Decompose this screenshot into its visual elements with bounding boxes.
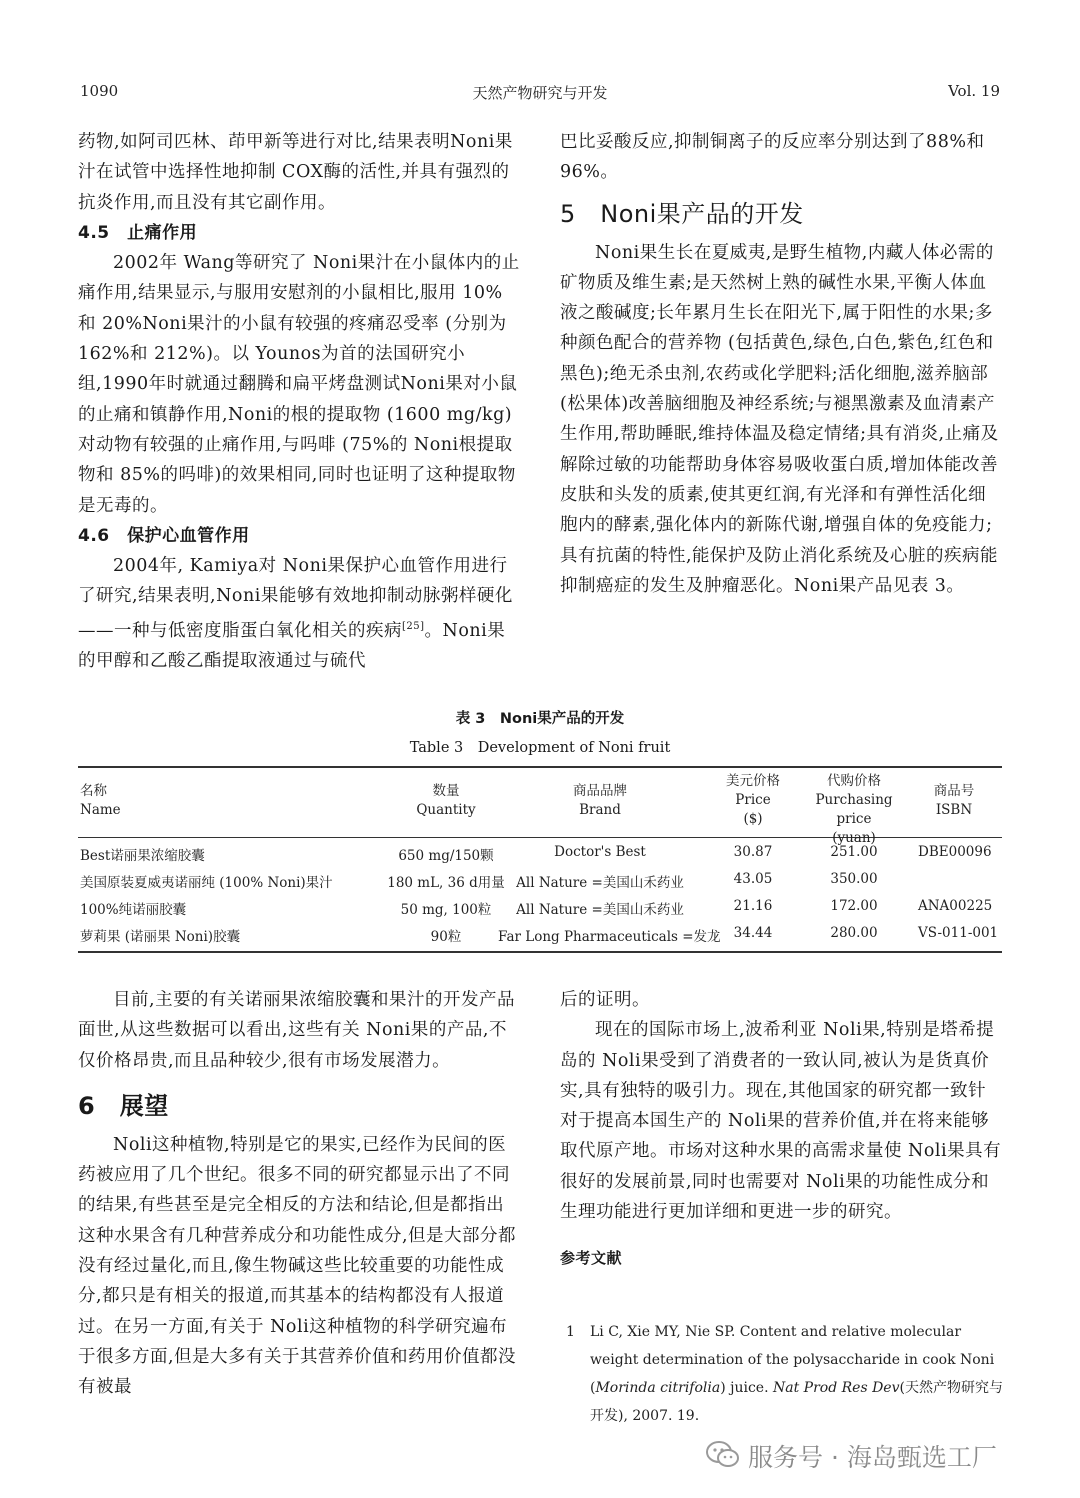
paragraph: Noli这种植物,特别是它的果实,已经作为民间的医药被应用了几个世纪。很多不同的研究都显示出了不同的结果,有些甚至是完全相反的方法和结论,但是都指出这种水果含有几种营养成分和功能性成分,但是大部分都没有经过量化,而且,像生物碱这些比较重要的功能性成分,都只是有相关的报道,而其基本的结构都没有人报道过。在另一方面,有关于 Noli这种植物的科学研究遍布于很多方面,但是大多有关于其营养价值和药用价值都没有被最	[78, 1134, 517, 1398]
section-heading-4-5: 4.5 止痛作用	[78, 222, 198, 243]
header-cell	[710, 772, 796, 829]
cell-purchasing-price: 251.00	[830, 844, 878, 860]
text-span: Li C, Xie MY, Nie SP. Content and relative molecular weight determination of the polysaccharide in cook Noni (	[590, 1324, 995, 1396]
page-number: 1090	[80, 82, 119, 100]
header-en: Quantity	[416, 802, 476, 818]
cell-price: 21.16	[733, 898, 773, 914]
header-unit: (yuan)	[832, 830, 876, 846]
paragraph	[78, 551, 520, 676]
paragraph: 巴比妥酸反应,抑制铜离子的反应率分别达到了88%和 96%。	[560, 132, 985, 183]
header-cn: 商品号	[933, 783, 975, 799]
references-heading: 参考文献	[560, 1249, 623, 1268]
cell-price: 30.87	[733, 844, 773, 860]
header-cell	[80, 782, 121, 820]
section-heading-6: 6 展望	[78, 1091, 169, 1120]
cell-quantity: 90粒	[430, 929, 462, 945]
cell-name: Best诺丽果浓缩胶囊	[80, 848, 205, 864]
watermark-text: 服务号 · 海岛甄选工厂	[748, 1443, 997, 1472]
volume-label: Vol. 19	[948, 82, 1000, 100]
cell-price: 43.05	[733, 871, 773, 887]
text-span: ) juice.	[720, 1380, 773, 1396]
paragraph: 后的证明。	[560, 990, 650, 1010]
cell-price: 34.44	[733, 925, 773, 941]
table-bottom-rule	[78, 951, 1002, 953]
cell-name: 萝莉果 (诺丽果 Noni)胶囊	[80, 929, 241, 945]
left-column-bottom	[78, 985, 520, 1403]
cell-quantity: 650 mg/150颗	[398, 848, 494, 864]
cell-brand: All Nature =美国山禾药业	[516, 902, 684, 918]
section-heading-5: 5 Noni果产品的开发	[560, 199, 804, 228]
header-cell	[510, 782, 690, 820]
table-caption-en: Table 3 Development of Noni fruit	[409, 740, 671, 756]
paragraph: Noni果生长在夏威夷,是野生植物,内藏人体必需的矿物质及维生素;是天然树上熟的碱性水果,平衡人体血液之酸碱度;长年累月生长在阳光下,属于阳性的水果;多种颜色配合的营养物 (包括黄色,绿色,白色,紫色,红色和黑色);绝无杀虫剂,农药或化学肥料;活化细胞,滋养脑部 (松果体)改善脑细胞及神经系统;与褪黑激素及血清素产生作用,帮助睡眠,维持体温及稳定情绪;具有消炎,止痛及解除过敏的功能帮助身体容易吸收蛋白质,增加体能改善皮肤和头发的质素,使其更红润,有光泽和有弹性活化细胞内的酵素,强化体内的新陈代谢,增强自体的免疫能力;具有抗菌的特性,能保护及防止消化系统及心脏的疾病能抑制癌症的发生及肿瘤恶化。Noni果产品见表 3。	[560, 242, 999, 596]
cell-quantity: 50 mg, 100粒	[400, 902, 492, 918]
right-column-top	[560, 127, 1002, 601]
paragraph: 现在的国际市场上,波希利亚 Noli果,特别是塔希提岛的 Noli果受到了消费者的一致认同,被认为是货真价实,具有独特的吸引力。现在,其他国家的研究都一致针对于提高本国生产的 Noli果的营养价值,并在将来能够取代原产地。市场对这种水果的高需求量使 Noli果具有很好的发展前景,同时也需要对 Noli果的功能性成分和生理功能进行更加详细和更进一步的研究。	[560, 1020, 1002, 1223]
cell-purchasing-price: 172.00	[830, 898, 878, 914]
reference-text	[590, 1318, 1010, 1430]
cell-brand: Far Long Pharmaceuticals =发龙	[498, 929, 721, 945]
species-name: Morinda citrifolia	[595, 1380, 721, 1396]
cell-isbn: DBE00096	[918, 844, 992, 860]
cell-isbn: VS-011-001	[918, 925, 999, 941]
wechat-icon	[706, 1440, 740, 1470]
table-header-row	[78, 772, 1002, 846]
table-caption-cn: 表 3 Noni果产品的开发	[455, 711, 625, 727]
citation: [25]	[402, 620, 425, 632]
header-en: Name	[80, 802, 121, 818]
left-column-top	[78, 127, 520, 676]
right-column-bottom	[560, 985, 1002, 1274]
header-en: Purchasing price	[815, 792, 893, 827]
cell-quantity: 180 mL, 36 d用量	[387, 875, 505, 891]
header-en: Price	[735, 792, 771, 808]
paragraph: 2002年 Wang等研究了 Noni果汁在小鼠体内的止痛作用,结果显示,与服用安慰剂的小鼠相比,服用 10%和 20%Noni果汁的小鼠有较强的疼痛忍受率 (分别为 162%和 212%)。以 Younos为首的法国研究小组,1990年时就通过翻腾和扁平烤盘测试Noni果对小鼠的止痛和镇静作用,Noni的根的提取物 (1600 mg/kg)对动物有较强的止痛作用,与吗啡 (75%的 Noni根提取物和 85%的吗啡)的效果相同,同时也证明了这种提取物是无毒的。	[78, 253, 520, 516]
cell-name: 美国原装夏威夷诺丽纯 (100% Noni)果汁	[80, 875, 333, 891]
header-cell	[386, 782, 506, 820]
header-cell	[914, 782, 994, 820]
reference-number: 1	[566, 1324, 575, 1340]
paragraph: 药物,如阿司匹林、茚甲新等进行对比,结果表明Noni果汁在试管中选择性地抑制 COX酶的活性,并具有强烈的抗炎作用,而且没有其它副作用。	[78, 132, 513, 213]
cell-brand: Doctor's Best	[554, 844, 646, 860]
header-cn: 名称	[80, 783, 107, 799]
cell-name: 100%纯诺丽胶囊	[80, 902, 187, 918]
table-top-rule	[78, 766, 1002, 768]
section-heading-4-6: 4.6 保护心血管作用	[78, 525, 250, 546]
cell-isbn: ANA00225	[918, 898, 993, 914]
text-span: 2004年, Kamiya对 Noni果保护心血管作用进行了研究,结果表明,Noni果能够有效地抑制动脉粥样硬化 ——一种与低密度脂蛋白氧化相关的疾病	[78, 556, 513, 641]
text-span: 。Noni果的甲醇和乙酸乙酯提取液通过与硫代	[78, 620, 506, 671]
cell-brand: All Nature =美国山禾药业	[516, 875, 684, 891]
header-cn: 数量	[432, 783, 460, 799]
header-cell	[796, 772, 912, 848]
journal-title: 天然产物研究与开发	[472, 84, 608, 102]
header-en: Brand	[579, 802, 621, 818]
journal-abbrev: Nat Prod Res Dev	[773, 1380, 900, 1396]
text-span: (天然产物研究与开发), 2007. 19.	[590, 1380, 1003, 1424]
cell-purchasing-price: 280.00	[830, 925, 878, 941]
paragraph: 目前,主要的有关诺丽果浓缩胶囊和果汁的开发产品面世,从这些数据可以看出,这些有关 Noni果的产品,不仅价格昂贵,而且品种较少,很有市场发展潜力。	[78, 990, 516, 1071]
header-cn: 商品品牌	[573, 783, 627, 799]
cell-purchasing-price: 350.00	[830, 871, 878, 887]
header-en: ISBN	[935, 802, 973, 818]
header-unit: ($)	[743, 811, 763, 827]
header-cn: 代购价格	[827, 773, 881, 789]
header-cn: 美元价格	[726, 773, 780, 789]
